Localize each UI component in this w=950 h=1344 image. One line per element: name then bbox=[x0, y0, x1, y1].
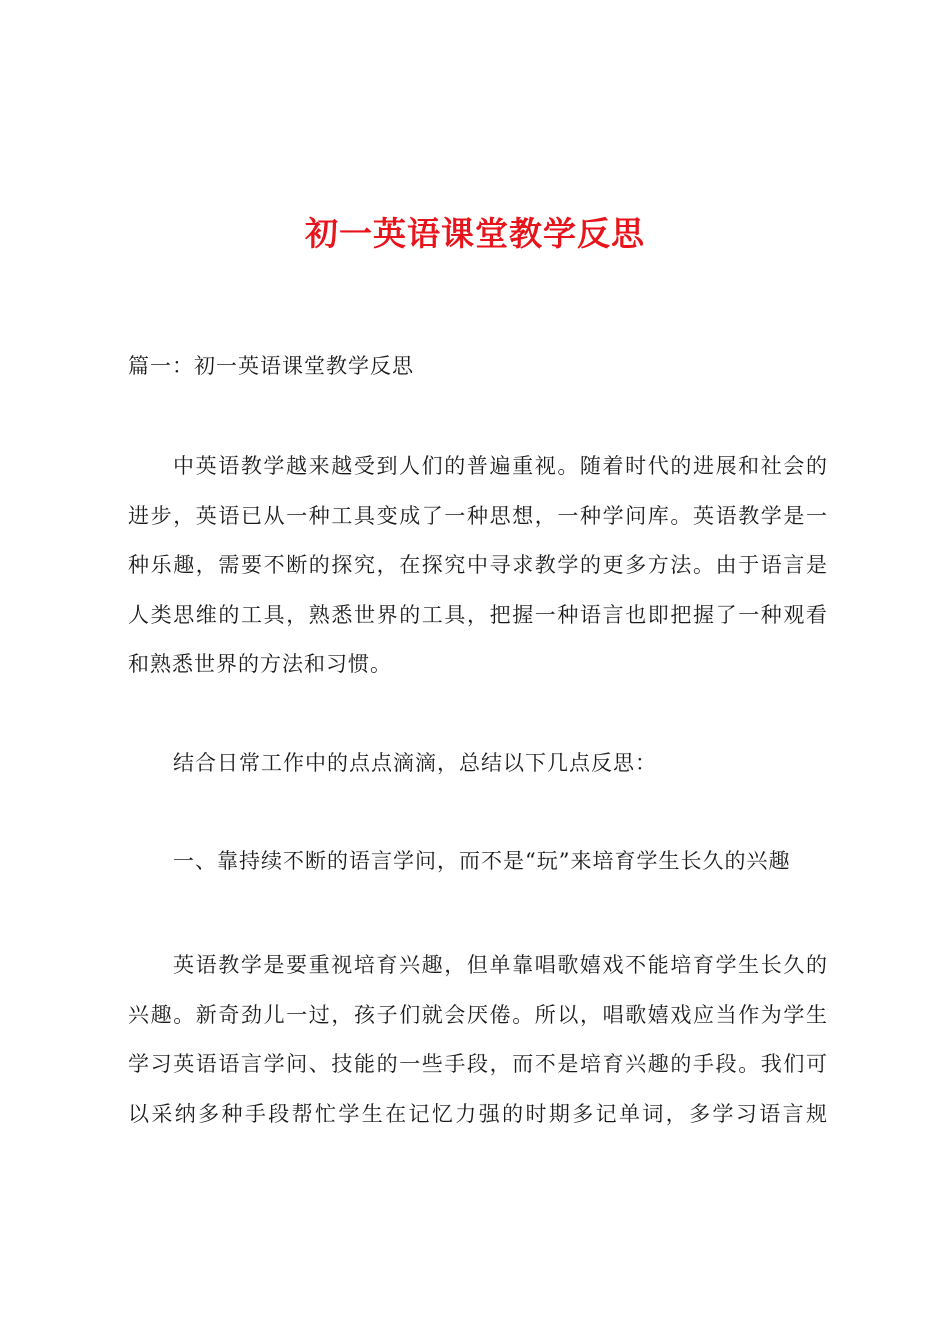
document-title: 初一英语课堂教学反思 bbox=[305, 214, 645, 253]
paragraph-line: 以采纳多种手段帮忙学生在记忆力强的时期多记单词，多学习语言规 bbox=[128, 1101, 828, 1126]
paragraph-line: 中英语教学越来越受到人们的普遍重视。随着时代的进展和社会的 bbox=[173, 454, 828, 478]
point-heading-1: 一、靠持续不断的语言学问，而不是“玩”来培育学生长久的兴趣 bbox=[173, 849, 791, 873]
section-heading: 篇一：初一英语课堂教学反思 bbox=[128, 354, 414, 378]
paragraph-line: 和熟悉世界的方法和习惯。 bbox=[128, 652, 392, 676]
paragraph-line: 兴趣。新奇劲儿一过，孩子们就会厌倦。所以，唱歌嬉戏应当作为学生 bbox=[128, 1002, 828, 1027]
paragraph-line: 人类思维的工具，熟悉世界的工具，把握一种语言也即把握了一种观看 bbox=[128, 602, 828, 627]
paragraph-line: 英语教学是要重视培育兴趣，但单靠唱歌嬉戏不能培育学生长久的 bbox=[173, 953, 828, 977]
paragraph-line: 学习英语语言学问、技能的一些手段，而不是培育兴趣的手段。我们可 bbox=[128, 1052, 828, 1076]
paragraph-line: 种乐趣，需要不断的探究，在探究中寻求教学的更多方法。由于语言是 bbox=[128, 553, 828, 577]
paragraph-line: 进步，英语已从一种工具变成了一种思想，一种学问库。英语教学是一 bbox=[128, 503, 828, 528]
paragraph-summary: 结合日常工作中的点点滴滴，总结以下几点反思： bbox=[173, 751, 657, 775]
paragraph-intro bbox=[128, 442, 828, 690]
paragraph-point-1 bbox=[128, 941, 828, 1139]
